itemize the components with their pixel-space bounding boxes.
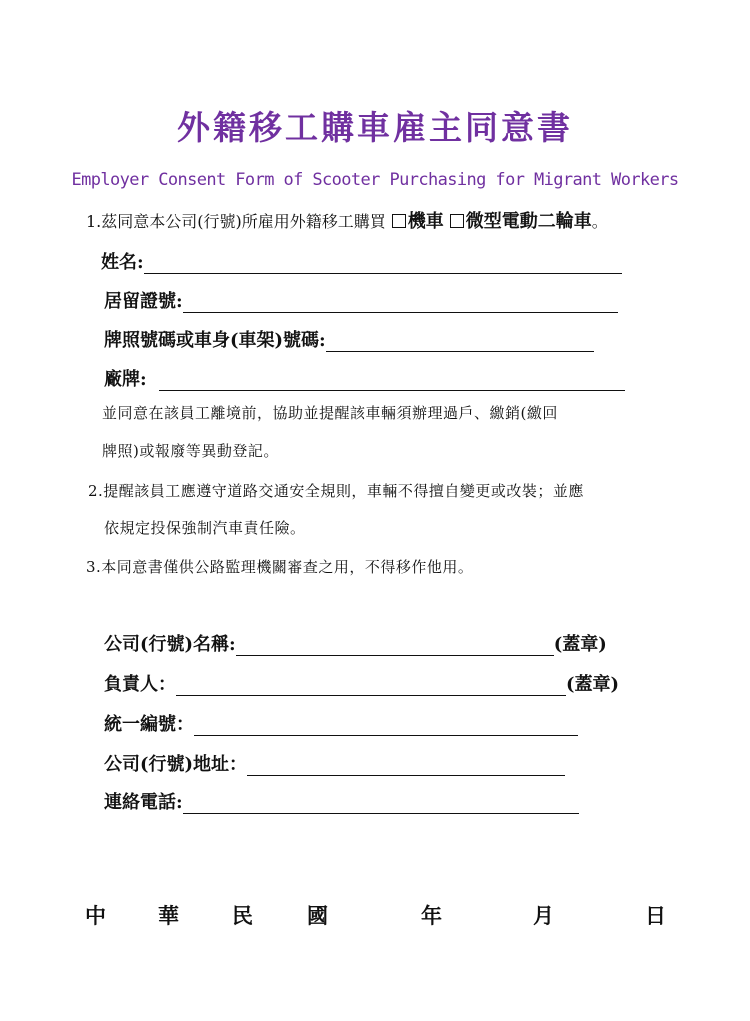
date-char-4: 國 bbox=[307, 903, 328, 928]
responsible-seal-label: (蓋章) bbox=[566, 674, 620, 695]
date-char-2: 華 bbox=[158, 903, 179, 928]
consent-text-line-2: 牌照)或報廢等異動登記。 bbox=[102, 442, 279, 460]
brand-input-line[interactable] bbox=[159, 370, 625, 391]
scooter-option-label: 機車 bbox=[407, 211, 444, 232]
scooter-checkbox[interactable] bbox=[392, 214, 406, 228]
brand-label: 廠牌: bbox=[104, 369, 147, 390]
phone-input-line[interactable] bbox=[183, 793, 579, 814]
plate-number-input-line[interactable] bbox=[326, 331, 594, 352]
item-2-line-2: 依規定投保強制汽車責任險。 bbox=[104, 519, 306, 537]
form-title: 外籍移工購車雇主同意書 bbox=[177, 108, 573, 147]
name-input-line[interactable] bbox=[144, 253, 622, 274]
company-name-field bbox=[104, 630, 607, 656]
date-day: 日 bbox=[645, 903, 666, 928]
resident-id-label: 居留證號: bbox=[104, 291, 183, 312]
name-field bbox=[101, 248, 622, 274]
plate-number-label: 牌照號碼或車身(車架)號碼: bbox=[104, 330, 326, 351]
company-seal-label: (蓋章) bbox=[553, 634, 607, 655]
company-name-label: 公司(行號)名稱: bbox=[104, 634, 236, 655]
item-1 bbox=[86, 207, 608, 233]
item-2-line-1: 2.提醒該員工應遵守道路交通安全規則，車輛不得擅自變更或改裝；並應 bbox=[88, 482, 584, 500]
electric-scooter-option-label: 微型電動二輪車 bbox=[465, 211, 592, 232]
tax-id-input-line[interactable] bbox=[194, 715, 578, 736]
item-1-text: 1.茲同意本公司(行號)所雇用外籍移工購買 bbox=[86, 212, 386, 231]
responsible-person-input-line[interactable] bbox=[176, 675, 566, 696]
responsible-person-field bbox=[104, 670, 619, 696]
tax-id-field bbox=[104, 710, 578, 736]
date-year: 年 bbox=[421, 903, 442, 928]
date-char-1: 中 bbox=[85, 903, 106, 928]
electric-scooter-checkbox[interactable] bbox=[450, 214, 464, 228]
company-address-field bbox=[104, 750, 565, 776]
resident-id-field bbox=[104, 287, 618, 313]
company-address-input-line[interactable] bbox=[247, 755, 565, 776]
phone-label: 連絡電話: bbox=[104, 792, 183, 813]
resident-id-input-line[interactable] bbox=[183, 292, 618, 313]
responsible-person-label: 負責人： bbox=[104, 674, 176, 695]
item-1-suffix: 。 bbox=[591, 212, 608, 231]
form-subtitle: Employer Consent Form of Scooter Purchasing for Migrant Workers bbox=[71, 170, 679, 190]
company-name-input-line[interactable] bbox=[236, 635, 554, 656]
consent-text-line-1: 並同意在該員工離境前，協助並提醒該車輛須辦理過戶、繳銷(繳回 bbox=[102, 404, 558, 422]
plate-number-field bbox=[104, 326, 594, 352]
date-month: 月 bbox=[533, 903, 554, 928]
date-char-3: 民 bbox=[232, 903, 253, 928]
item-3: 3.本同意書僅供公路監理機關審查之用，不得移作他用。 bbox=[86, 558, 474, 576]
name-label: 姓名: bbox=[101, 252, 144, 273]
company-address-label: 公司(行號)地址： bbox=[104, 754, 248, 775]
brand-field bbox=[104, 365, 625, 391]
phone-field bbox=[104, 788, 579, 814]
tax-id-label: 統一編號： bbox=[104, 714, 194, 735]
